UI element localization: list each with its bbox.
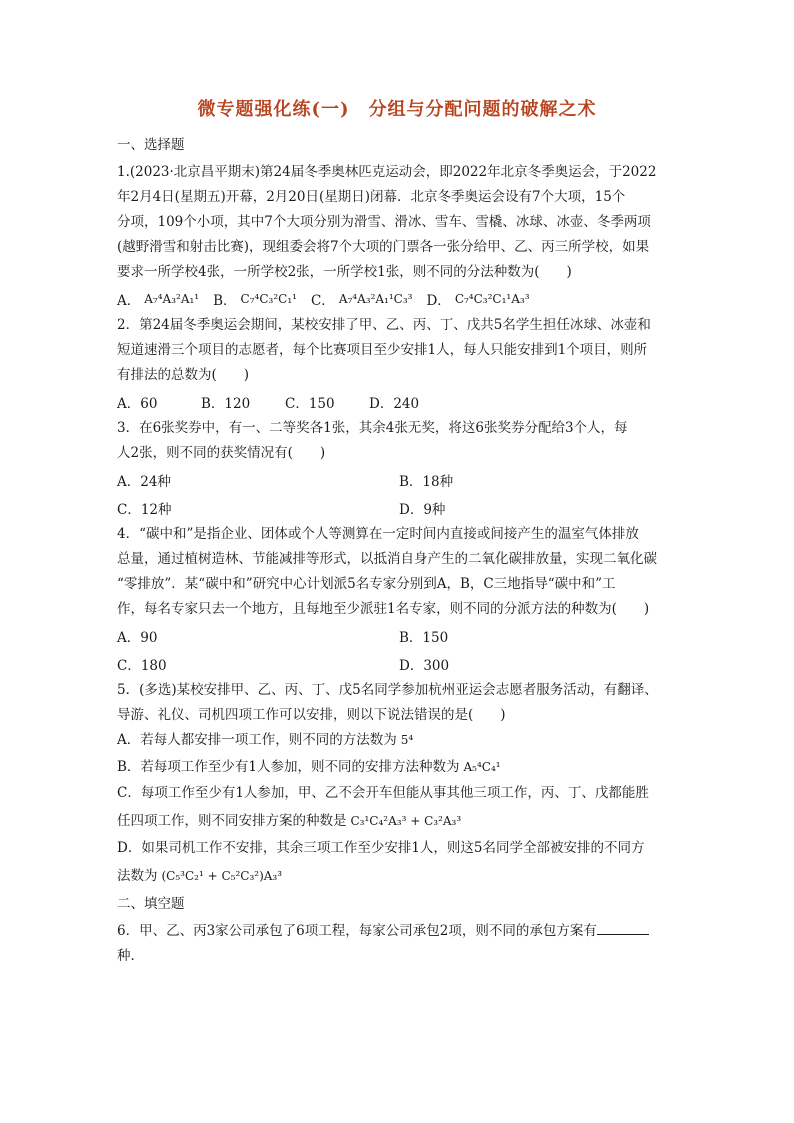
question-line: 要求一所学校4张，一所学校2张，一所学校1张，则不同的分法种数为( ) <box>117 264 572 280</box>
answer-blank[interactable] <box>597 920 649 935</box>
option-c: C．150 <box>285 396 335 412</box>
option-b <box>117 753 682 781</box>
question-6 <box>117 919 682 969</box>
option-formula: C₃¹C₄²A₃³ + C₃²A₃³ <box>350 814 462 828</box>
option-c <box>117 781 682 836</box>
option-d: D．9种 <box>399 502 446 518</box>
question-line: 导游、礼仪、司机四项工作可以安排，则以下说法错误的是( ) <box>117 707 506 723</box>
options-row <box>117 285 682 313</box>
option-a: A．60 <box>117 396 158 412</box>
question-line: 分项，109个小项，其中7个大项分别为滑雪、滑冰、雪车、雪橇、冰球、冰壶、冬季两项 <box>117 214 651 230</box>
option-d: D．240 <box>369 396 420 412</box>
option-a: A．24种 <box>117 474 171 490</box>
option-formula: A₇⁴A₃²A₁¹ <box>144 292 200 306</box>
page-title: 微专题强化练(一) 分组与分配问题的破解之术 <box>197 99 597 120</box>
option-formula: A₇⁴A₃²A₁¹C₃³ <box>338 292 413 306</box>
option-label: B． <box>213 293 237 309</box>
option-c <box>311 289 413 309</box>
question-line: “零排放”．某“碳中和”研究中心计划派5名专家分别到A，B，C三地指导“碳中和”工 <box>117 576 616 592</box>
option-formula: C₇⁴C₃²C₁¹ <box>240 292 297 306</box>
question-3 <box>117 416 682 522</box>
question-line: 5．(多选)某校安排甲、乙、丙、丁、戊5名同学参加杭州亚运会志愿者服务活动，有翻译、 <box>117 682 658 698</box>
option-a <box>117 289 199 309</box>
question-line <box>117 919 682 944</box>
options-row <box>117 388 682 416</box>
question-line: 作，每名专家只去一个地方，且每地至少派驻1名专家，则不同的分派方法的种数为( ) <box>117 601 650 617</box>
option-formula: A₅⁴C₄¹ <box>463 760 501 774</box>
question-4 <box>117 522 682 678</box>
option-label: C． <box>310 293 335 309</box>
question-1 <box>117 160 682 313</box>
question-line: 1.(2023·北京昌平期末)第24届冬季奥林匹克运动会，即2022年北京冬季奥运会，于2022 <box>117 164 657 180</box>
option-formula: C₇⁴C₃²C₁¹A₃³ <box>454 292 530 306</box>
question-line: 有排法的总数为( ) <box>117 367 250 383</box>
question-line: 种． <box>117 948 144 964</box>
option-c: C．180 <box>117 658 167 674</box>
question-line: 4．“碳中和”是指企业、团体或个人等测算在一定时间内直接或间接产生的温室气体排放 <box>117 526 639 542</box>
question-text: 6．甲、乙、丙3家公司承包了6项工程，每家公司承包2项，则不同的承包方案有 <box>117 923 597 939</box>
option-text: C．每项工作至少有1人参加，甲、乙不会开车但能从事其他三项工作，丙、丁、戊都能胜 <box>117 785 649 801</box>
question-5 <box>117 678 682 891</box>
question-line: (越野滑雪和射击比赛)，现组委会将7个大项的门票各一张分给甲、乙、丙三所学校，如果 <box>117 239 650 255</box>
option-d <box>426 289 529 309</box>
question-line: 2．第24届冬季奥运会期间，某校安排了甲、乙、丙、丁、戊共5名学生担任冰球、冰壶和 <box>117 317 651 333</box>
option-text: D．如果司机工作不安排，其余三项工作至少安排1人，则这5名同学全部被安排的不同方 <box>117 840 645 856</box>
question-line: 总量，通过植树造林、节能减排等形式，以抵消自身产生的二氧化碳排放量，实现二氧化碳 <box>117 551 657 567</box>
options-grid <box>117 466 682 522</box>
option-label: D． <box>426 293 451 309</box>
option-text: 任四项工作，则不同安排方案的种数是 <box>117 813 347 829</box>
question-line: 人2张，则不同的获奖情况有( ) <box>117 445 326 461</box>
option-a: A．90 <box>117 630 158 646</box>
option-formula: (C₅³C₂¹ + C₅²C₃²)A₃³ <box>161 869 283 883</box>
question-2 <box>117 313 682 416</box>
option-d <box>117 836 682 891</box>
option-label: A． <box>117 293 141 309</box>
document-body <box>117 134 682 969</box>
options-grid <box>117 622 682 678</box>
option-text: 法数为 <box>117 868 158 884</box>
section-heading-fill: 二、填空题 <box>117 896 185 912</box>
option-b: B．150 <box>399 630 449 646</box>
question-line: 年2月4日(星期五)开幕，2月20日(星期日)闭幕．北京冬季奥运会设有7个大项，15个 <box>117 189 626 205</box>
option-b: B．18种 <box>399 474 454 490</box>
option-b <box>213 289 297 309</box>
option-a <box>117 728 682 753</box>
option-text: B．若每项工作至少有1人参加，则不同的安排方法种数为 <box>117 759 460 775</box>
option-b: B．120 <box>201 396 251 412</box>
section-heading-choice: 一、选择题 <box>117 137 185 153</box>
option-c: C．12种 <box>117 502 172 518</box>
option-formula: 5⁴ <box>400 733 414 747</box>
option-d: D．300 <box>399 658 450 674</box>
question-line: 短道速滑三个项目的志愿者，每个比赛项目至少安排1人，每人只能安排到1个项目，则所 <box>117 342 648 358</box>
option-text: A．若每人都安排一项工作，则不同的方法数为 <box>117 732 397 748</box>
question-line: 3．在6张奖券中，有一、二等奖各1张，其余4张无奖，将这6张奖券分配给3个人，每 <box>117 420 628 436</box>
